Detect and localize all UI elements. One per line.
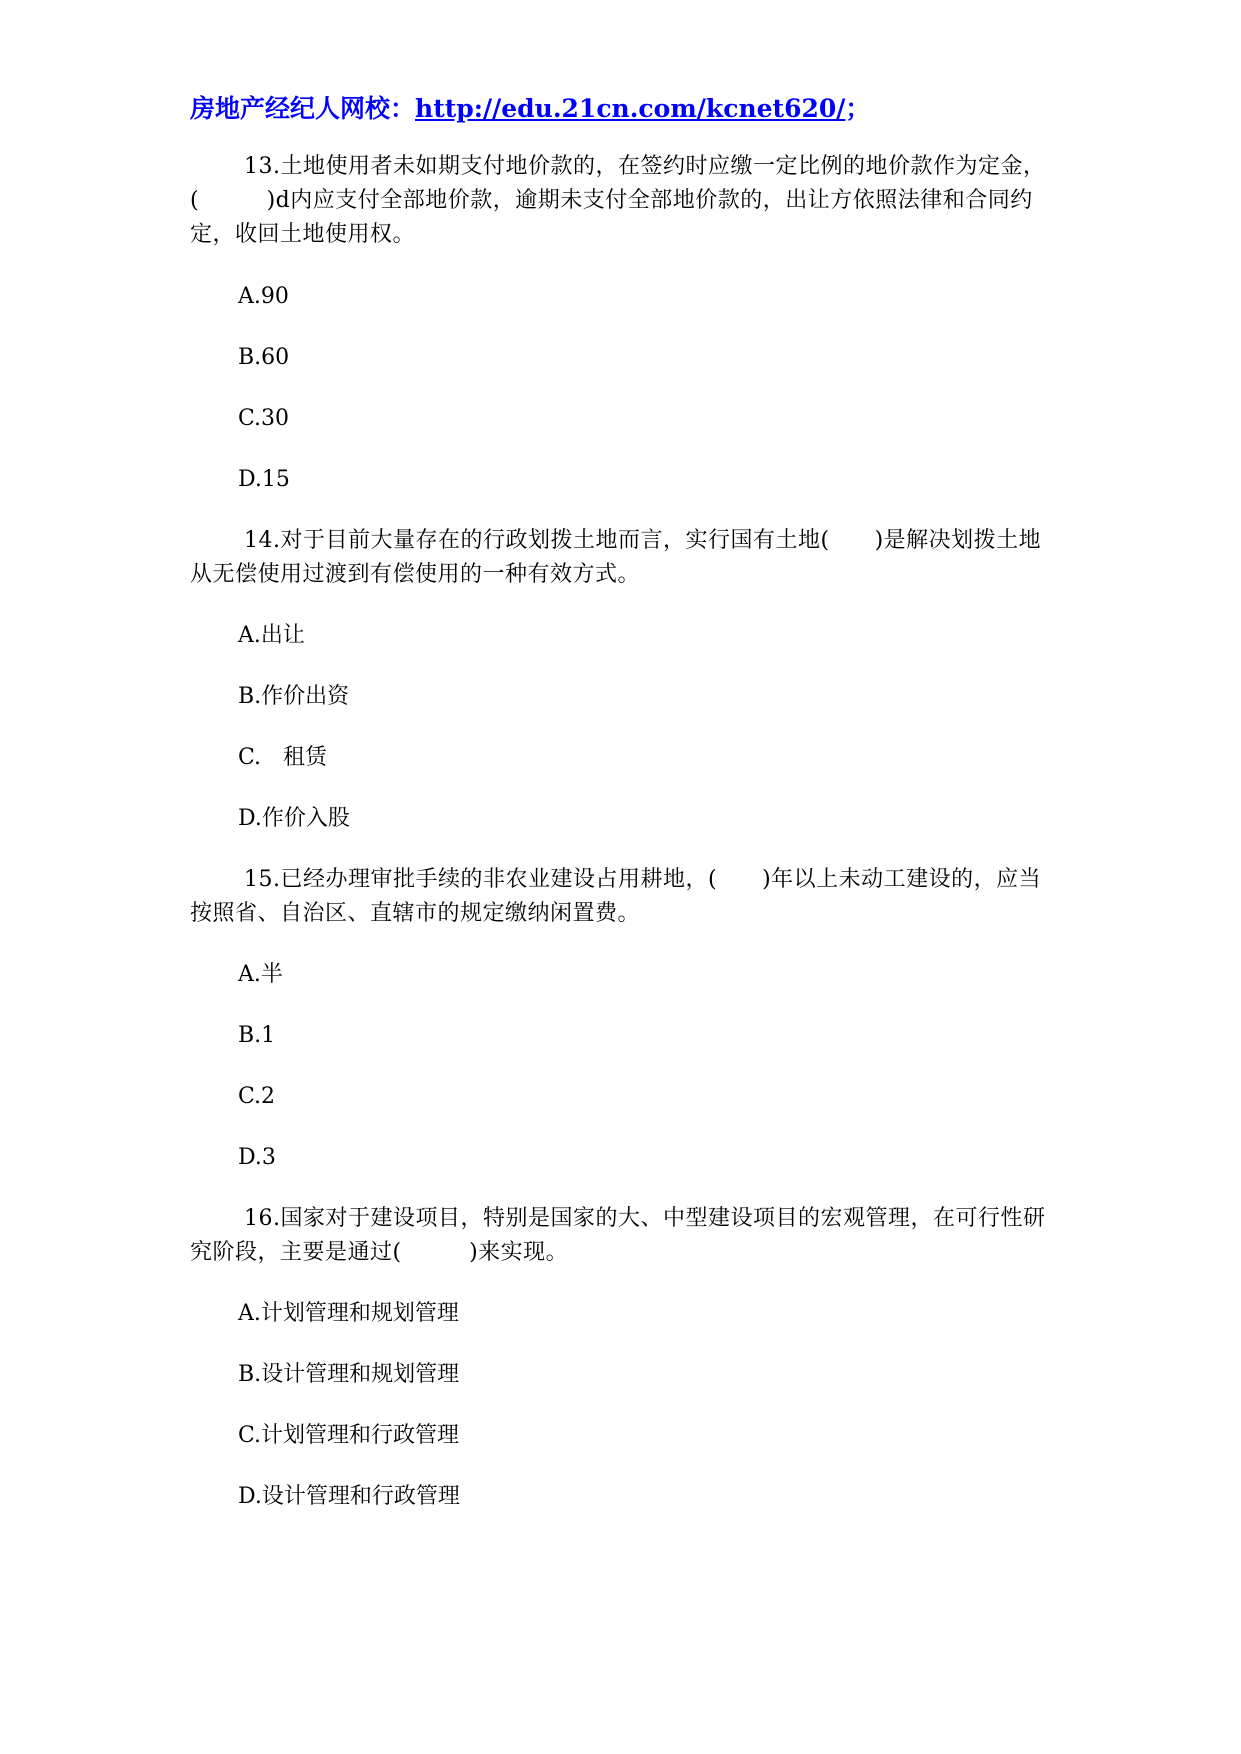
option-c: C.2	[238, 1084, 276, 1109]
option-c: C. 租赁	[238, 745, 328, 770]
page-header	[190, 92, 870, 126]
option-b: B.60	[238, 345, 290, 370]
option-a: A.出让	[238, 623, 305, 648]
option-a: A.90	[238, 284, 289, 309]
question-stem: 13.土地使用者未如期支付地价款的，在签约时应缴一定比例的地价款作为定金，( )d内应支付全部地价款，逾期未支付全部地价款的，出让方依照法律和合同约定，收回土地使用权。	[190, 154, 1046, 247]
question-stem: 15.已经办理审批手续的非农业建设占用耕地，( )年以上未动工建设的，应当按照省、自治区、直辖市的规定缴纳闲置费。	[190, 867, 1042, 926]
option-c: C.30	[238, 406, 290, 431]
header-link[interactable]: http://edu.21cn.com/kcnet620/	[415, 94, 846, 123]
option-b: B.1	[238, 1023, 276, 1048]
option-a: A.计划管理和规划管理	[238, 1301, 459, 1326]
option-b: B.设计管理和规划管理	[238, 1362, 460, 1387]
header-suffix: ；	[845, 94, 871, 123]
question-stem: 16.国家对于建设项目，特别是国家的大、中型建设项目的宏观管理，在可行性研究阶段，主要是通过( )来实现。	[190, 1206, 1046, 1265]
option-c: C.计划管理和行政管理	[238, 1423, 460, 1448]
option-a: A.半	[238, 962, 283, 987]
question-stem: 14.对于目前大量存在的行政划拨土地而言，实行国有土地( )是解决划拨土地从无偿使用过渡到有偿使用的一种有效方式。	[190, 528, 1042, 587]
option-d: D.作价入股	[238, 806, 350, 831]
option-d: D.15	[238, 467, 290, 492]
option-d: D.3	[238, 1145, 276, 1170]
option-b: B.作价出资	[238, 684, 350, 709]
option-d: D.设计管理和行政管理	[238, 1484, 460, 1509]
header-label: 房地产经纪人网校：	[190, 94, 416, 123]
